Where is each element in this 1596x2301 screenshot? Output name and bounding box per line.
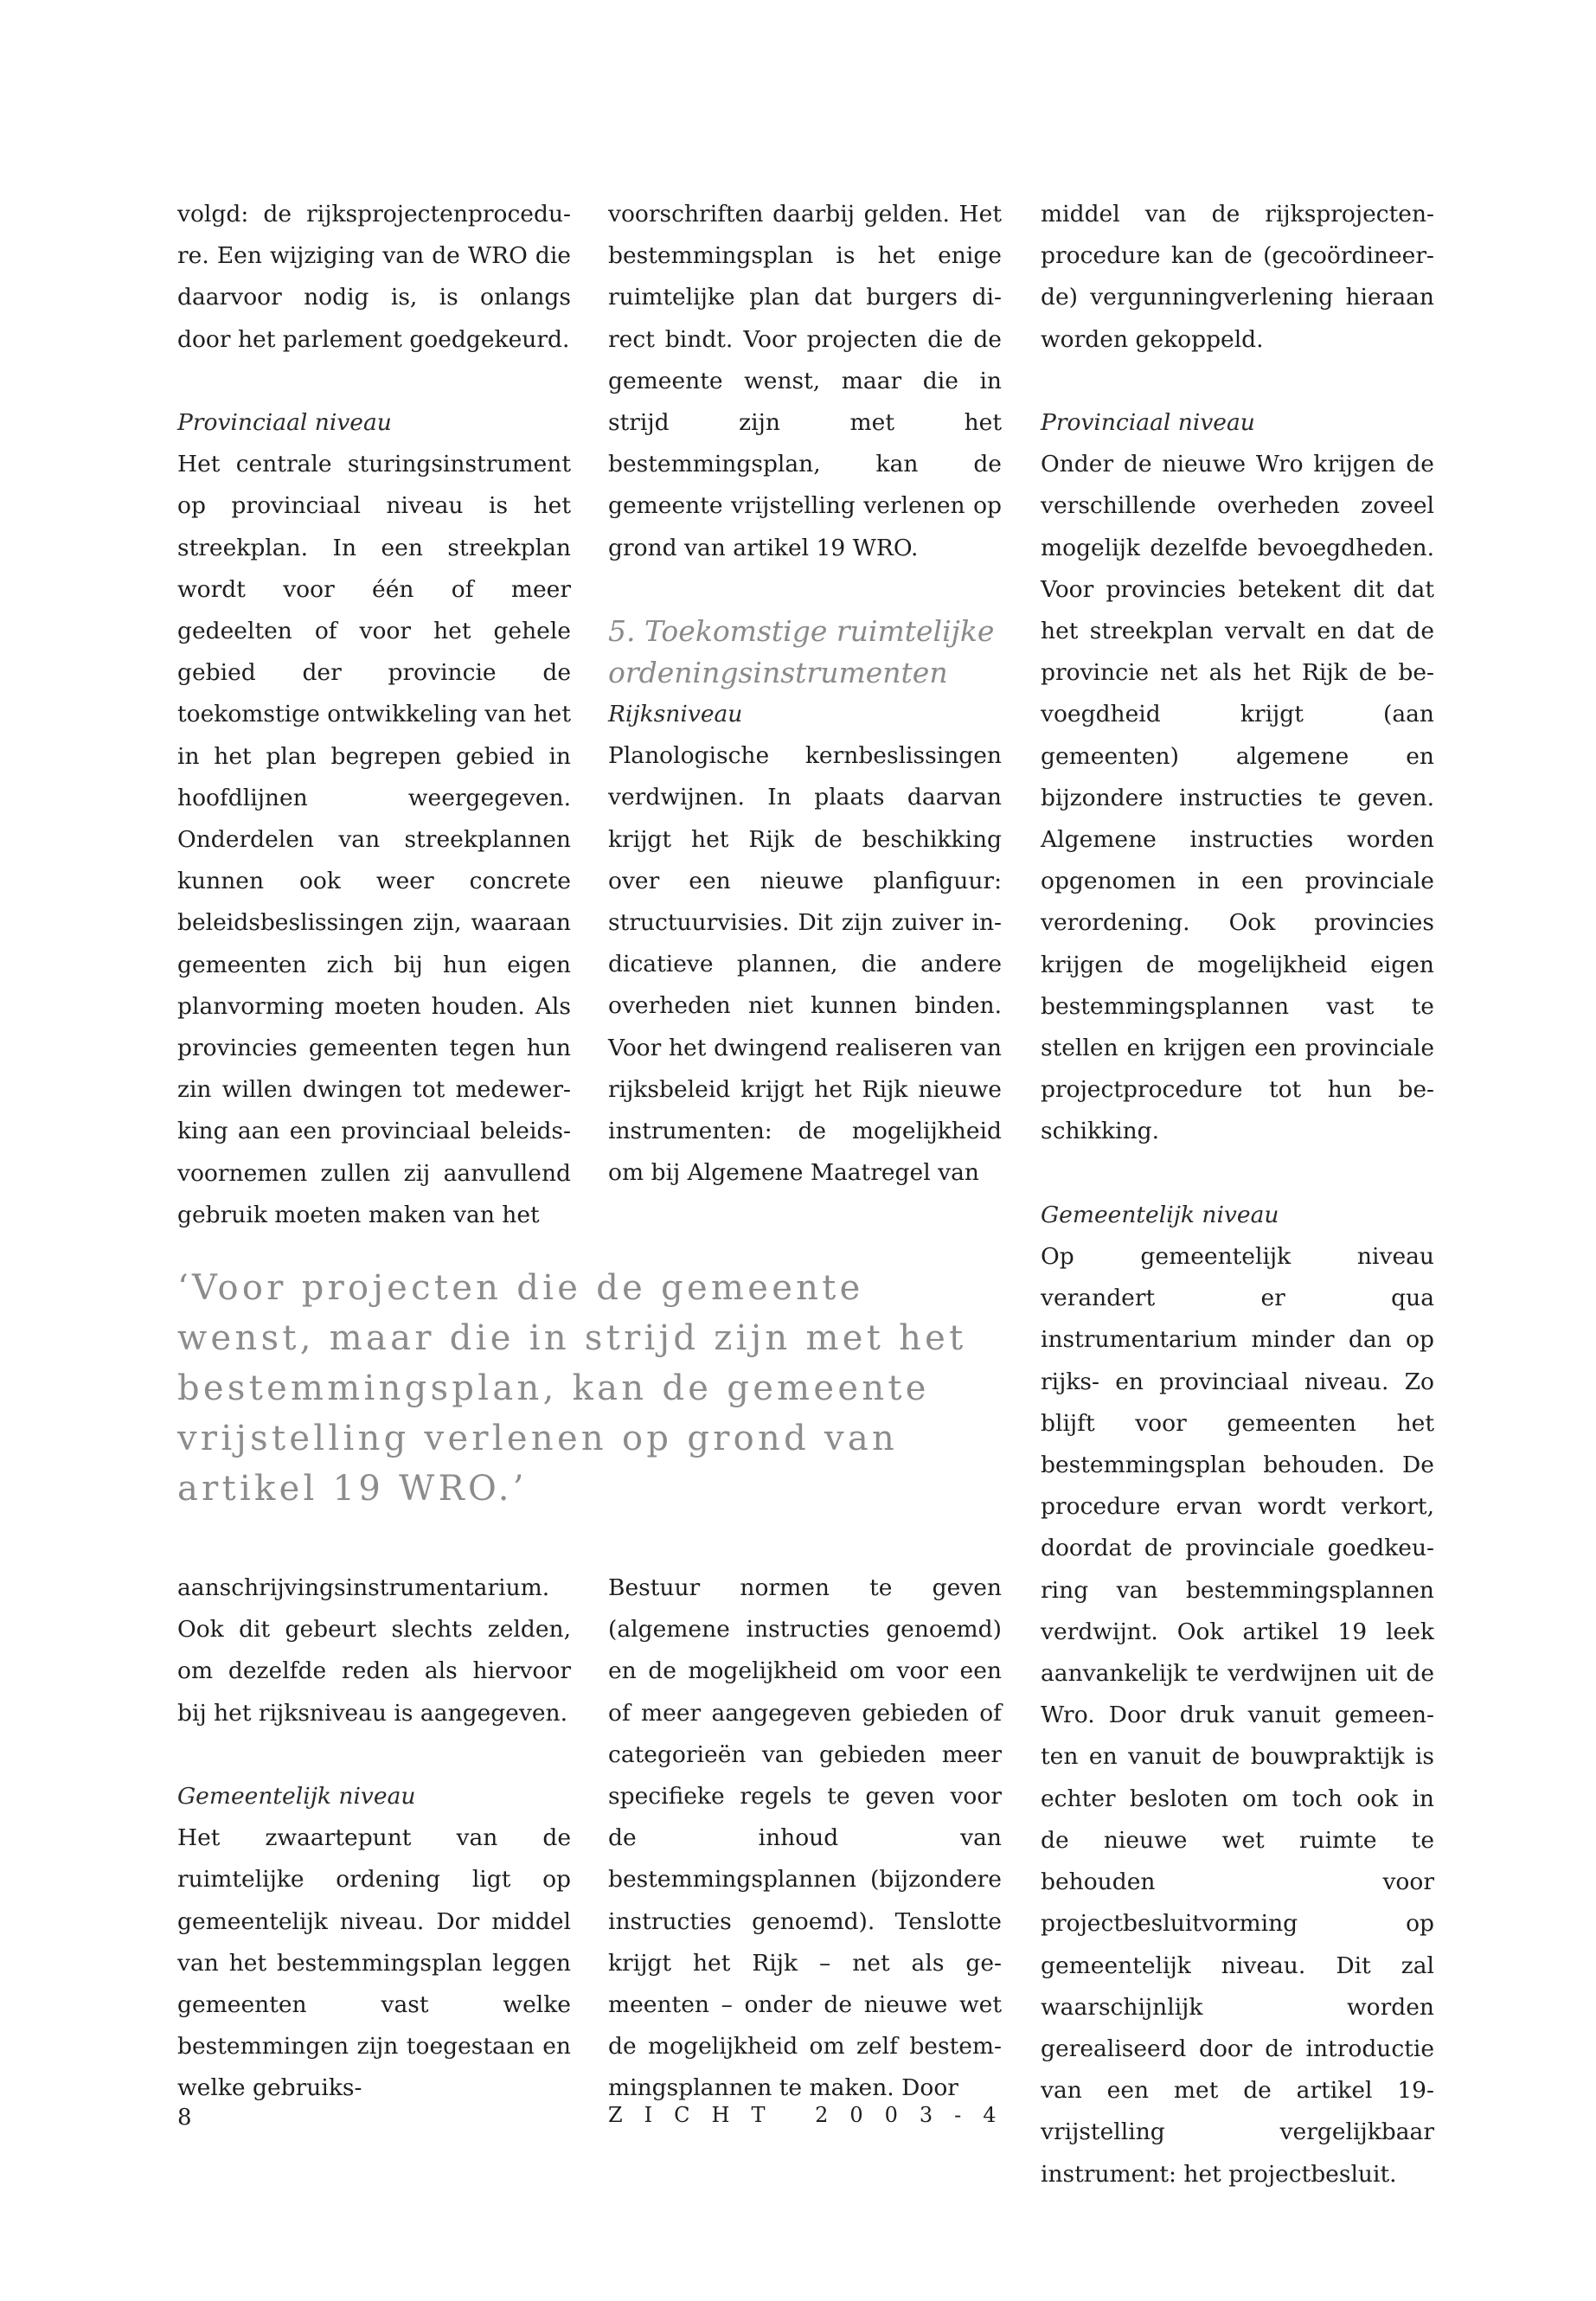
paragraph: Op gemeentelijk niveau verandert er qua instrumentarium minder dan op rijks- en provinciaal niveau. Zo blijft voor gemeenten het bestemmingsplan behouden. De procedure ervan wordt verkort, doordat de provinciale goedkeuring van bestemmingsplannen verdwijnt. Ook artikel 19 leek aanvankelijk te verdwijnen uit de Wro. Door druk vanuit gemeenten en vanuit de bouwpraktijk is echter besloten om toch ook in de nieuwe wet ruimte te behouden voor projectbesluitvorming op gemeentelijk niveau. Dit zal waarschijnlijk worden gerealiseerd door de introductie van een met de artikel 19-vrijstelling vergelijkbaar instrument: het projectbesluit. [1041,1243,1434,2188]
subheading-gemeentelijk: Gemeentelijk niveau [177,1783,416,1810]
subheading-rijksniveau: Rijksniveau [608,701,743,728]
paragraph: Bestuur normen te geven (algemene instructies genoemd) en de mogelijkheid om voor een of meer aangegeven gebieden of categorieën van gebieden meer specifieke regels te geven voor de inhoud van bestemmingsplannen (bijzondere instructies genoemd). Tenslotte krijgt het Rijk – net als gemeenten – onder de nieuwe wet de mogelijkheid om zelf bestemmingsplannen te maken. Door [608,1574,1002,2102]
column-2-lower [608,1567,1002,2110]
column-2 [608,194,1002,1194]
paragraph: aanschrijvingsinstrumentarium. Ook dit gebeurt slechts zelden, om dezelfde reden als hiervoor bij het rijksniveau is aangegeven. [177,1574,571,1727]
paragraph: Het centrale sturingsinstrument op provinciaal niveau is het streekplan. In een streekplan wordt voor één of meer gedeelten of voor het gehele gebied der provincie de toekomstige ontwikkeling van het in het plan begrepen gebied in hoofdlijnen weergegeven. Onderdelen van streekplannen kunnen ook weer concrete beleidsbeslissingen zijn, waaraan gemeenten zich bij hun eigen planvorming moeten houden. Als provincies gemeenten tegen hun zin willen dwingen tot medewerking aan een provinciaal beleidsvoornemen zullen zij aanvullend gebruik moeten maken van het [177,451,571,1228]
subheading-gemeentelijk: Gemeentelijk niveau [1041,1201,1279,1228]
column-1 [177,194,571,1236]
column-1-lower [177,1567,571,2110]
column-3 [1041,194,1434,2195]
journal-title: ZICHT 2003-4 [608,2103,1018,2127]
subheading-provinciaal: Provinciaal niveau [177,409,392,436]
paragraph: middel van de rijksprojectenprocedure kan de (gecoördineerde) vergunningverlening hieraan worden gekoppeld. [1041,201,1434,353]
paragraph: Onder de nieuwe Wro krijgen de verschillende overheden zoveel mogelijk dezelfde bevoegdheden. Voor provincies betekent dit dat het streekplan vervalt en dat de provincie net als het Rijk de bevoegdheid krijgt (aan gemeenten) algemene en bijzondere instructies te geven. Algemene instructies worden opgenomen in een provinciale verordening. Ook provincies krijgen de mogelijkheid eigen bestemmingsplannen vast te stellen en krijgen een provinciale projectprocedure tot hun beschikking. [1041,451,1434,1145]
pull-quote: ‘Voor projecten die de gemeente wenst, maar die in strijd zijn met het bestemmingsplan, kan de gemeente vrijstelling verlenen op grond van artikel 19 WRO.’ [177,1268,967,1509]
paragraph: Planologische kernbeslissingen verdwijnen. In plaats daarvan krijgt het Rijk de beschikking over een nieuwe planfiguur: structuurvisies. Dit zijn zuiver indicatieve plannen, die andere overheden niet kunnen binden. Voor het dwingend realiseren van rijksbeleid krijgt het Rijk nieuwe instrumenten: de mogelijkheid om bij Algemene Maatregel van [608,742,1002,1187]
paragraph: Het zwaartepunt van de ruimtelijke ordening ligt op gemeentelijk niveau. Dor middel van het bestemmingsplan leggen gemeenten vast welke bestemmingen zijn toegestaan en welke gebruiks- [177,1824,571,2102]
paragraph: voorschriften daarbij gelden. Het bestemmingsplan is het enige ruimtelijke plan dat burgers direct bindt. Voor projecten die de gemeente wenst, maar die in strijd zijn met het bestemmingsplan, kan de gemeente vrijstelling verlenen op grond van artikel 19 WRO. [608,201,1002,561]
subheading-provinciaal: Provinciaal niveau [1041,409,1255,436]
page-number: 8 [177,2105,192,2131]
paragraph: volgd: de rijksprojectenprocedure. Een wijziging van de WRO die daarvoor nodig is, is onlangs door het parlement goedgekeurd. [177,201,571,353]
section-heading: 5. Toekomstige ruimtelijke ordeningsinstrumenten [608,614,995,690]
